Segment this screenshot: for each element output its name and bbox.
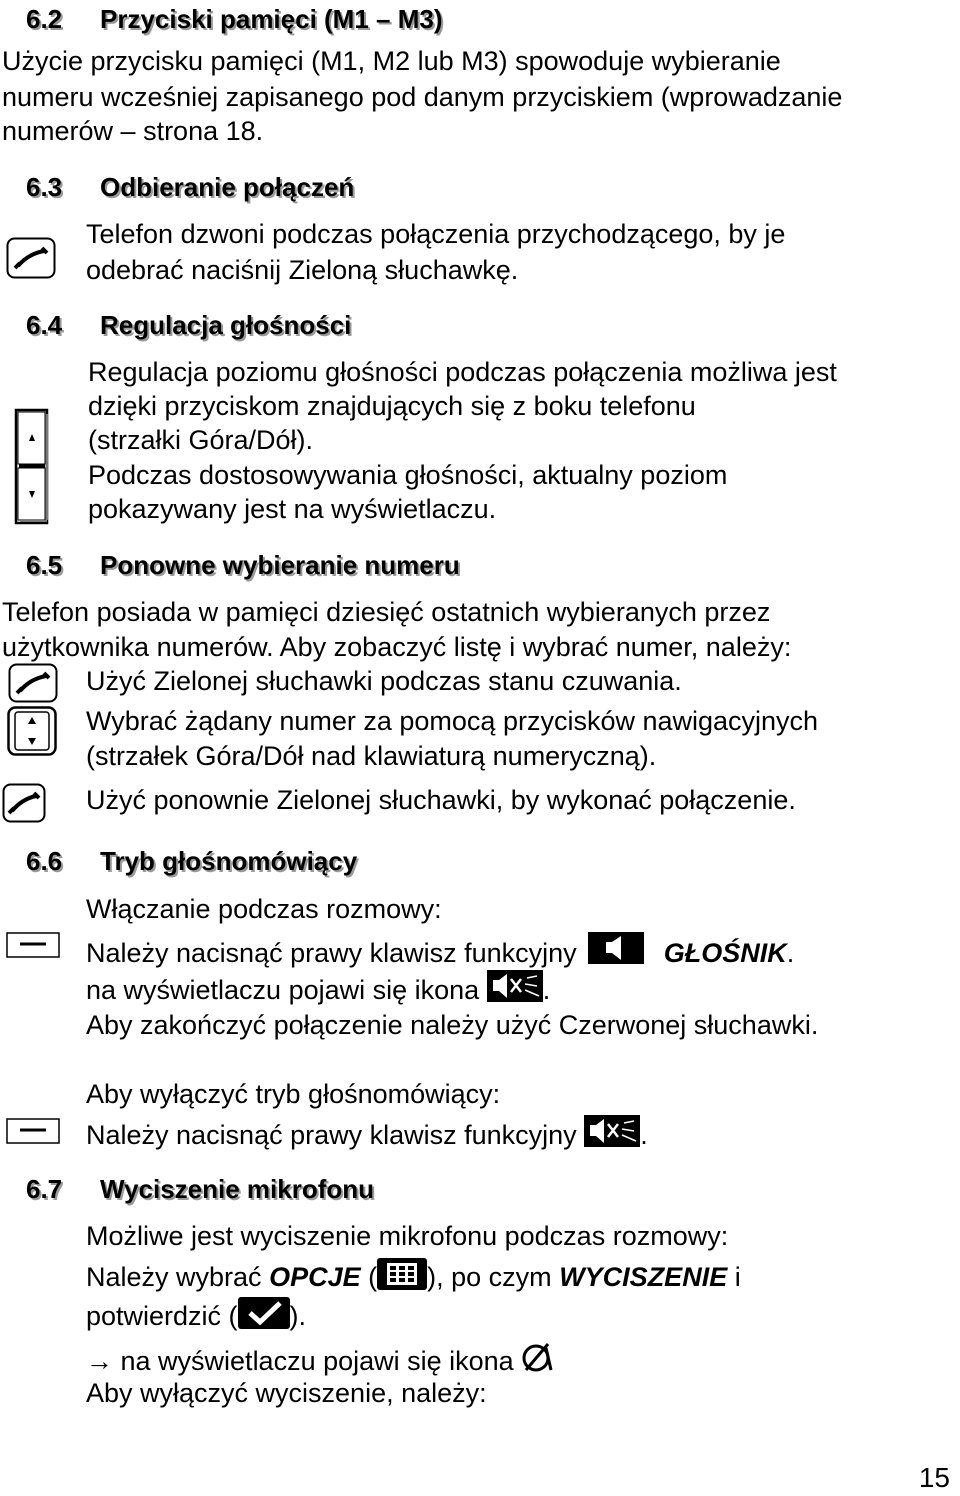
section-title: Odbieranie połączeń bbox=[100, 172, 355, 202]
section-number: 6.7 bbox=[26, 1174, 63, 1204]
menu-grid-key-icon bbox=[377, 1258, 427, 1290]
instruction-text: ), po czym bbox=[427, 1262, 552, 1292]
heading-6-4 bbox=[26, 310, 351, 341]
section-number: 6.5 bbox=[26, 550, 63, 580]
step-line: Wybrać żądany numer za pomocą przycisków nawigacyjnych bbox=[86, 706, 819, 736]
step-line: (strzałek Góra/Dół nad klawiaturą numeryczną). bbox=[86, 741, 657, 771]
heading-6-6 bbox=[26, 846, 357, 877]
speaker-key-icon bbox=[588, 932, 644, 964]
paragraph-line: (strzałki Góra/Dół). bbox=[88, 425, 314, 455]
paragraph-line: dzięki przyciskom znajdujących się z boku telefonu bbox=[88, 391, 696, 421]
instruction-text: Należy wybrać bbox=[86, 1262, 262, 1292]
checkmark-key-icon bbox=[238, 1297, 290, 1329]
right-soft-key-icon bbox=[6, 1118, 60, 1144]
paragraph-line: numerów – strona 18. bbox=[2, 116, 264, 146]
volume-side-keys-icon bbox=[14, 408, 50, 526]
green-handset-key-icon bbox=[2, 783, 46, 823]
section-title: Regulacja głośności bbox=[100, 310, 352, 340]
green-handset-key-icon bbox=[8, 663, 58, 703]
paragraph-line bbox=[86, 1115, 648, 1152]
instruction-text: i bbox=[734, 1262, 741, 1292]
instruction-text: potwierdzić ( bbox=[86, 1301, 238, 1331]
section-number: 6.6 bbox=[26, 846, 63, 876]
section-title: Ponowne wybieranie numeru bbox=[100, 550, 460, 580]
heading-6-7 bbox=[26, 1174, 374, 1205]
paragraph-line: Możliwe jest wyciszenie mikrofonu podczas rozmowy: bbox=[86, 1221, 729, 1251]
instruction-text: na wyświetlaczu pojawi się ikona bbox=[120, 1346, 514, 1376]
mute-label: WYCISZENIE bbox=[559, 1262, 728, 1292]
speakerphone-active-icon bbox=[487, 970, 543, 1002]
step-line: Użyć ponownie Zielonej słuchawki, by wykonać połączenie. bbox=[86, 785, 796, 815]
page-number: 15 bbox=[918, 1462, 950, 1493]
speaker-label: GŁOŚNIK bbox=[663, 938, 787, 968]
section-title: Wyciszenie mikrofonu bbox=[100, 1174, 375, 1204]
paragraph-line bbox=[86, 970, 550, 1007]
paragraph-line: Włączanie podczas rozmowy: bbox=[86, 894, 442, 924]
period: . bbox=[640, 1120, 648, 1150]
paragraph-line: Aby wyłączyć tryb głośnomówiący: bbox=[86, 1079, 501, 1109]
navigation-up-down-key-icon bbox=[7, 706, 57, 756]
heading-6-3 bbox=[26, 172, 354, 203]
heading-6-2 bbox=[26, 4, 442, 35]
paragraph-line bbox=[86, 1297, 306, 1333]
paragraph-line: Aby zakończyć połączenie należy użyć Czerwonej słuchawki. bbox=[86, 1010, 819, 1040]
instruction-text: na wyświetlaczu pojawi się ikona bbox=[86, 975, 480, 1005]
period: . bbox=[786, 938, 795, 968]
paragraph-line bbox=[86, 1258, 741, 1294]
paragraph-line: Regulacja poziomu głośności podczas połączenia możliwa jest bbox=[88, 357, 837, 387]
paragraph-line: numeru wcześniej zapisanego pod danym przyciskiem (wprowadzanie bbox=[2, 82, 843, 112]
paragraph-line: Telefon posiada w pamięci dziesięć ostatnich wybieranych przez bbox=[2, 597, 771, 627]
instruction-text: Należy nacisnąć prawy klawisz funkcyjny bbox=[86, 1120, 577, 1150]
instruction-text: ). bbox=[289, 1301, 307, 1331]
section-number: 6.4 bbox=[26, 310, 63, 340]
paragraph-line: użytkownika numerów. Aby zobaczyć listę i wybrać numer, należy: bbox=[2, 632, 792, 662]
paragraph-line: Podczas dostosowywania głośności, aktualny poziom bbox=[88, 460, 728, 490]
paragraph-line bbox=[86, 932, 794, 970]
paragraph-line: Użycie przycisku pamięci (M1, M2 lub M3) spowoduje wybieranie bbox=[2, 46, 781, 76]
heading-6-5 bbox=[26, 550, 460, 581]
arrow-icon: → bbox=[86, 1346, 113, 1376]
paragraph-line: odebrać naciśnij Zieloną słuchawkę. bbox=[86, 255, 519, 285]
paragraph-line bbox=[86, 1340, 555, 1378]
paragraph-line: pokazywany jest na wyświetlaczu. bbox=[88, 494, 497, 524]
microphone-muted-icon bbox=[521, 1340, 555, 1374]
options-label: OPCJE bbox=[269, 1262, 361, 1292]
section-title: Tryb głośnomówiący bbox=[100, 846, 358, 876]
instruction-text: Należy nacisnąć prawy klawisz funkcyjny bbox=[86, 938, 577, 968]
section-title: Przyciski pamięci (M1 – M3) bbox=[100, 4, 443, 34]
section-number: 6.2 bbox=[26, 4, 63, 34]
right-soft-key-icon bbox=[6, 932, 60, 958]
section-number: 6.3 bbox=[26, 172, 63, 202]
paragraph-line: Telefon dzwoni podczas połączenia przychodzącego, by je bbox=[86, 219, 786, 249]
step-line: Użyć Zielonej słuchawki podczas stanu czuwania. bbox=[86, 666, 682, 696]
period: . bbox=[542, 975, 551, 1005]
speakerphone-active-icon bbox=[584, 1115, 640, 1147]
green-handset-key-icon bbox=[6, 237, 56, 279]
paragraph-line: Aby wyłączyć wyciszenie, należy: bbox=[86, 1378, 487, 1408]
paren-open: ( bbox=[368, 1262, 378, 1292]
